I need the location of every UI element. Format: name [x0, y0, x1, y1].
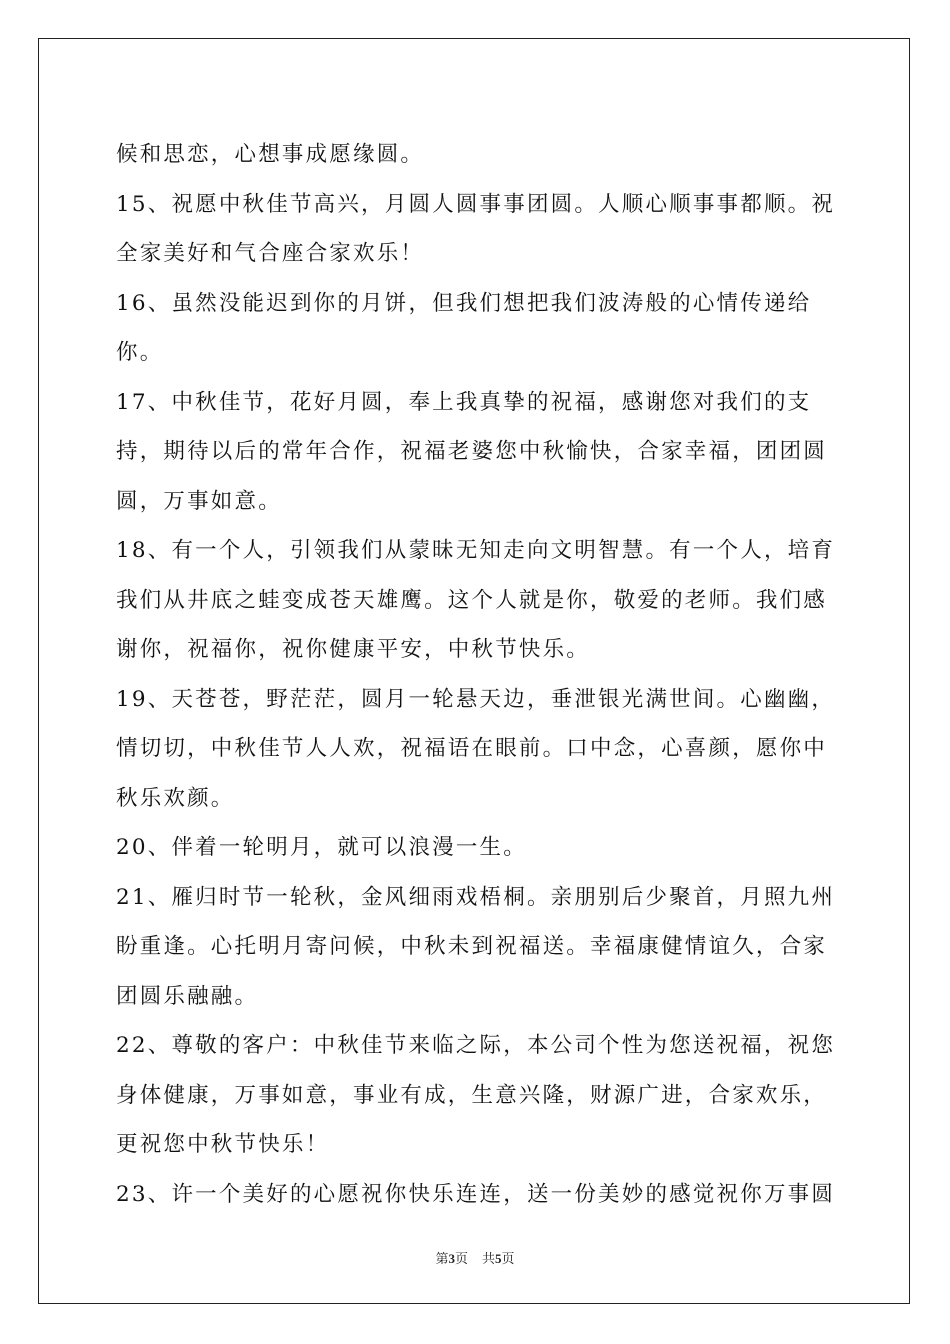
total-pages: 5 — [495, 1251, 502, 1266]
page-number: 3 — [448, 1251, 455, 1266]
paragraph-23: 23、许一个美好的心愿祝你快乐连连，送一份美妙的感觉祝你万事圆 — [116, 1181, 836, 1207]
paragraph-continuation: 候和思恋，心想事成愿缘圆。 — [116, 142, 425, 167]
paragraph-22: 22、尊敬的客户：中秋佳节来临之际，本公司个性为您送祝福，祝您身体健康，万事如意，事业有成，生意兴隆，财源广进，合家欢乐，更祝您中秋节快乐！ — [116, 1033, 836, 1157]
total-suffix: 页 — [501, 1252, 515, 1267]
paragraph-18: 18、有一个人，引领我们从蒙昧无知走向文明智慧。有一个人，培育我们从井底之蛙变成苍天雄鹰。这个人就是你，敬爱的老师。我们感谢你，祝福你，祝你健康平安，中秋节快乐。 — [116, 538, 836, 662]
total-prefix: 共 — [482, 1252, 496, 1267]
paragraph-19: 19、天苍苍，野茫茫，圆月一轮悬天边，垂泄银光满世间。心幽幽，情切切，中秋佳节人人欢，祝福语在眼前。口中念，心喜颜，愿你中秋乐欢颜。 — [116, 686, 836, 811]
paragraph-21: 21、雁归时节一轮秋，金风细雨戏梧桐。亲朋别后少聚首，月照九州盼重逢。心托明月寄问候，中秋未到祝福送。幸福康健情谊久，合家团圆乐融融。 — [116, 884, 836, 1009]
page-suffix: 页 — [454, 1252, 468, 1267]
paragraph-15: 15、祝愿中秋佳节高兴，月圆人圆事事团圆。人顺心顺事事都顺。祝全家美好和气合座合家欢乐！ — [116, 191, 836, 266]
paragraph-17: 17、中秋佳节，花好月圆，奉上我真挚的祝福，感谢您对我们的支持，期待以后的常年合作，祝福老婆您中秋愉快，合家幸福，团团圆圆，万事如意。 — [116, 389, 828, 514]
paragraph-20: 20、伴着一轮明月，就可以浪漫一生。 — [116, 835, 527, 860]
page-prefix: 第 — [435, 1252, 449, 1267]
paragraph-16: 16、虽然没能迟到你的月饼，但我们想把我们波涛般的心情传递给你。 — [116, 290, 812, 365]
document-body — [116, 130, 838, 1219]
page-footer — [0, 1248, 950, 1267]
